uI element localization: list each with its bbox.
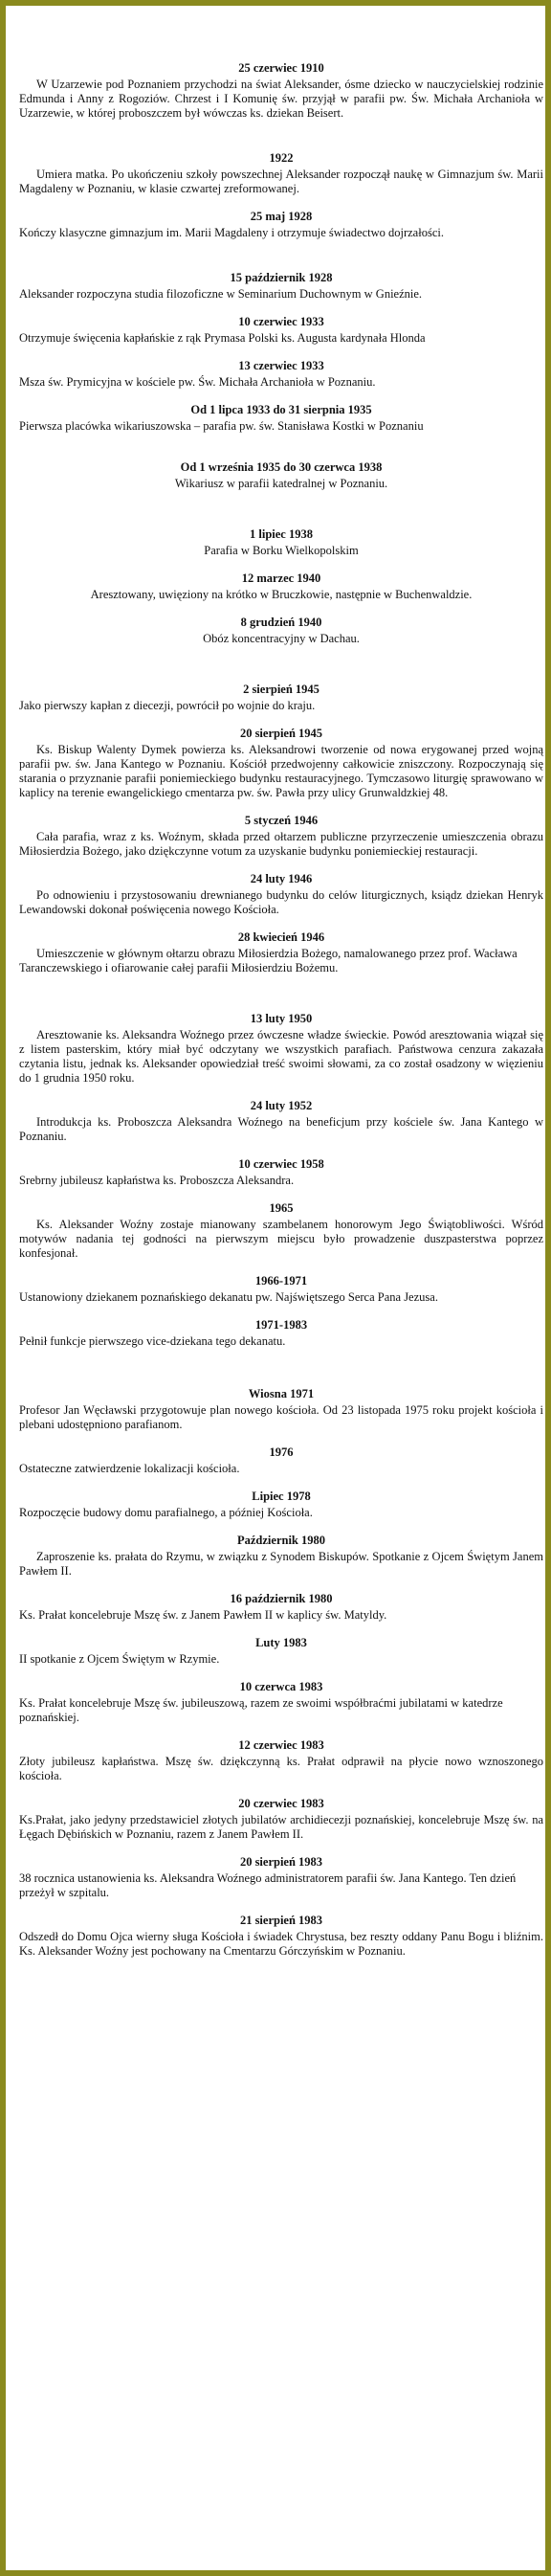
timeline-entry [19,1592,543,1623]
timeline-entry [19,403,543,434]
entry-date: 28 kwiecień 1946 [237,930,325,944]
entry-text: 38 rocznica ustanowienia ks. Aleksandra Woźnego administratorem parafii św. Jana Kantego. Ten dzień przeżył w szpitalu. [19,1871,517,1899]
entry-text: Po odnowieniu i przystosowaniu drewnianego budynku do celów liturgicznych, ksiądz dziekan Henryk Lewandowski dokonał poświęcenia nowego Kościoła. [19,888,543,916]
entry-text: Umieszczenie w głównym ołtarzu obrazu Miłosierdzia Bożego, namalowanego przez prof. Wacława Taranczewskiego i ofiarowanie całej parafii Miłosierdziu Bożemu. [19,947,518,974]
entry-text: Wikariusz w parafii katedralnej w Poznaniu. [174,477,388,490]
entry-text: Ks. Aleksander Woźny zostaje mianowany szambelanem honorowym Jego Świątobliwości. Wśród motywów nadania tej godności na pierwszym miejscu było prowadzenie duszpasterstwa poprzez konfesjonał. [19,1218,543,1260]
entry-text: Profesor Jan Węcławski przygotowuje plan nowego kościoła. Od 23 listopada 1975 roku projekt kościoła i plebani udostępniono parafianom. [19,1403,543,1431]
timeline-entry [19,727,543,800]
entry-text: Ks. Prałat koncelebruje Mszę św. jubileuszową, razem ze swoimi współbraćmi jubilatami w katedrze poznańskiej. [19,1696,503,1724]
entry-text: Pierwsza placówka wikariuszowska – parafia pw. św. Stanisława Kostki w Poznaniu [19,419,424,433]
entry-date: Od 1 lipca 1933 do 31 sierpnia 1935 [190,403,372,416]
timeline-entry [19,814,543,859]
entry-date: Luty 1983 [255,1636,307,1649]
entry-text: Otrzymuje święcenia kapłańskie z rąk Prymasa Polski ks. Augusta kardynała Hlonda [19,331,426,345]
timeline-entry [19,151,543,196]
entry-date: 13 czerwiec 1933 [238,359,324,372]
timeline-entry [19,1157,543,1188]
entry-date: 2 sierpień 1945 [243,683,320,696]
entry-date: 10 czerwca 1983 [239,1680,323,1693]
timeline-entry [19,683,543,713]
timeline-entry [19,1855,543,1900]
timeline-entry [19,1490,543,1520]
entry-text: Jako pierwszy kapłan z diecezji, powrócił po wojnie do kraju. [19,699,316,712]
timeline-entry [19,1201,543,1261]
entry-date: 20 sierpień 1945 [239,727,323,740]
timeline-entry [19,1274,543,1305]
timeline-entry [19,527,543,558]
entry-date: 25 maj 1928 [250,210,313,223]
entry-text: Ostateczne zatwierdzenie lokalizacji kościoła. [19,1462,240,1475]
entry-text: Umiera matka. Po ukończeniu szkoły powszechnej Aleksander rozpoczął naukę w Gimnazjum św. Marii Magdaleny w Poznaniu, w klasie czwartej zreformowanej. [19,168,543,195]
entry-text: Parafia w Borku Wielkopolskim [204,544,359,557]
entry-date: 25 czerwiec 1910 [238,61,324,75]
timeline-entry [19,1738,543,1783]
entry-text: Introdukcja ks. Proboszcza Aleksandra Woźnego na beneficjum przy kościele św. Jana Kantego w Poznaniu. [19,1115,543,1143]
timeline [19,61,543,1959]
entry-date: 1965 [269,1201,294,1215]
timeline-entry [19,61,543,121]
entry-text: Cała parafia, wraz z ks. Woźnym, składa przed ołtarzem publiczne przyrzeczenie umieszczenia obrazu Miłosierdzia Bożego, jako dziękczynne votum za uzyskanie budynku poniemieckiej restauracji. [19,830,543,858]
entry-text: Zaproszenie ks. prałata do Rzymu, w związku z Synodem Biskupów. Spotkanie z Ojcem Świętym Janem Pawłem II. [19,1550,543,1578]
timeline-entry [19,359,543,390]
entry-text: Aresztowany, uwięziony na krótko w Bruczkowie, następnie w Buchenwaldzie. [90,588,473,601]
entry-date: 1 lipiec 1938 [250,527,313,541]
timeline-entry [19,1445,543,1476]
entry-text: Aresztowanie ks. Aleksandra Woźnego przez ówczesne władze świeckie. Powód aresztowania wiązał się z listem pasterskim, który miał być odczytany we wszystkich parafiach. Państwowa cenzura zakazała czytania listu, jednak ks. Aleksander opowiedział treść swoimi słowami, za co został osadzony w więzieniu do 1 grudnia 1950 roku. [19,1028,543,1085]
entry-date: Wiosna 1971 [248,1387,315,1400]
entry-text: Obóz koncentracyjny w Dachau. [203,632,360,645]
entry-date: 10 czerwiec 1933 [238,315,324,328]
entry-text: Ks.Prałat, jako jedyny przedstawiciel złotych jubilatów archidiecezji poznańskiej, koncelebruje Mszę św. na Łęgach Dębińskich w Poznaniu, razem z Janem Pawłem II. [19,1813,543,1841]
timeline-entry [19,1534,543,1579]
entry-text: Ustanowiony dziekanem poznańskiego dekanatu pw. Najświętszego Serca Pana Jezusa. [19,1290,438,1304]
timeline-entry [19,1099,543,1144]
entry-date: 1976 [269,1445,294,1459]
timeline-entry [19,1318,543,1349]
entry-date: 12 czerwiec 1983 [238,1738,324,1752]
entry-date: 5 styczeń 1946 [244,814,319,827]
timeline-entry [19,1012,543,1086]
timeline-entry [19,271,543,302]
timeline-entry [19,1797,543,1842]
entry-date: 8 grudzień 1940 [240,616,322,629]
entry-date: 1971-1983 [254,1318,308,1332]
entry-text: Ks. Prałat koncelebruje Mszę św. z Janem Pawłem II w kaplicy św. Matyldy. [19,1608,387,1622]
entry-date: Od 1 września 1935 do 30 czerwca 1938 [180,460,383,474]
entry-text: Srebrny jubileusz kapłaństwa ks. Proboszcza Aleksandra. [19,1174,295,1187]
entry-text: Msza św. Prymicyjna w kościele pw. Św. Michała Archanioła w Poznaniu. [19,375,376,389]
timeline-entry [19,210,543,240]
entry-date: 1922 [269,151,294,165]
entry-date: 10 czerwiec 1958 [238,1157,324,1171]
entry-text: Ks. Biskup Walenty Dymek powierza ks. Aleksandrowi tworzenie od nowa erygowanej przed wojną parafii pw. św. Jana Kantego w Poznaniu. Kościół przedwojenny całkowicie zniszczony. Rozpoczynają się starania o przyznanie parafii poniemieckiego budynku restauracyjnego. Tymczasowo liturgię sprawowano w kaplicy na terenie ewangelickiego cmentarza pw. św. Pawła przy ulicy Grunwaldzkiej 48. [19,743,543,799]
entry-date: 15 październik 1928 [230,271,333,284]
entry-text: Pełnił funkcje pierwszego vice-dziekana tego dekanatu. [19,1334,286,1348]
entry-date: 24 luty 1952 [250,1099,313,1112]
timeline-entry [19,872,543,917]
entry-text: Złoty jubileusz kapłaństwa. Mszę św. dziękczynną ks. Prałat odprawił na płycie nowo wznoszonego kościoła. [19,1755,543,1782]
entry-date: 21 sierpień 1983 [239,1914,323,1927]
entry-date: 24 luty 1946 [250,872,313,885]
entry-date: Lipiec 1978 [252,1490,311,1503]
timeline-entry [19,571,543,602]
entry-text: W Uzarzewie pod Poznaniem przychodzi na świat Aleksander, ósme dziecko w nauczycielskiej rodzinie Edmunda i Anny z Rogoziów. Chrzest i I Komunię św. przyjął w parafii pw. Św. Michała Archanioła w Uzarzewie, w której proboszczem był wówczas ks. dziekan Beisert. [19,78,543,120]
entry-date: 20 czerwiec 1983 [238,1797,324,1810]
entry-text: Aleksander rozpoczyna studia filozoficzne w Seminarium Duchownym w Gnieźnie. [19,287,423,301]
timeline-entry [19,1914,543,1959]
timeline-entry [19,930,543,975]
entry-text: Kończy klasyczne gimnazjum im. Marii Magdaleny i otrzymuje świadectwo dojrzałości. [19,226,444,239]
entry-date: 20 sierpień 1983 [239,1855,323,1869]
entry-text: Rozpoczęcie budowy domu parafialnego, a później Kościoła. [19,1506,313,1519]
entry-date: Październik 1980 [236,1534,325,1547]
timeline-entry [19,1636,543,1667]
entry-text: Odszedł do Domu Ojca wierny sługa Kościoła i świadek Chrystusa, bez reszty oddany Panu Bogu i bliźnim. Ks. Aleksander Woźny jest pochowany na Cmentarzu Górczyńskim w Poznaniu. [19,1930,543,1958]
timeline-entry [19,616,543,646]
entry-date: 16 październik 1980 [230,1592,333,1605]
timeline-entry [19,460,543,491]
entry-date: 12 marzec 1940 [241,571,321,585]
entry-date: 13 luty 1950 [250,1012,313,1025]
timeline-entry [19,315,543,346]
entry-text: II spotkanie z Ojcem Świętym w Rzymie. [19,1652,220,1666]
timeline-entry [19,1680,543,1725]
timeline-entry [19,1387,543,1432]
entry-date: 1966-1971 [254,1274,308,1288]
